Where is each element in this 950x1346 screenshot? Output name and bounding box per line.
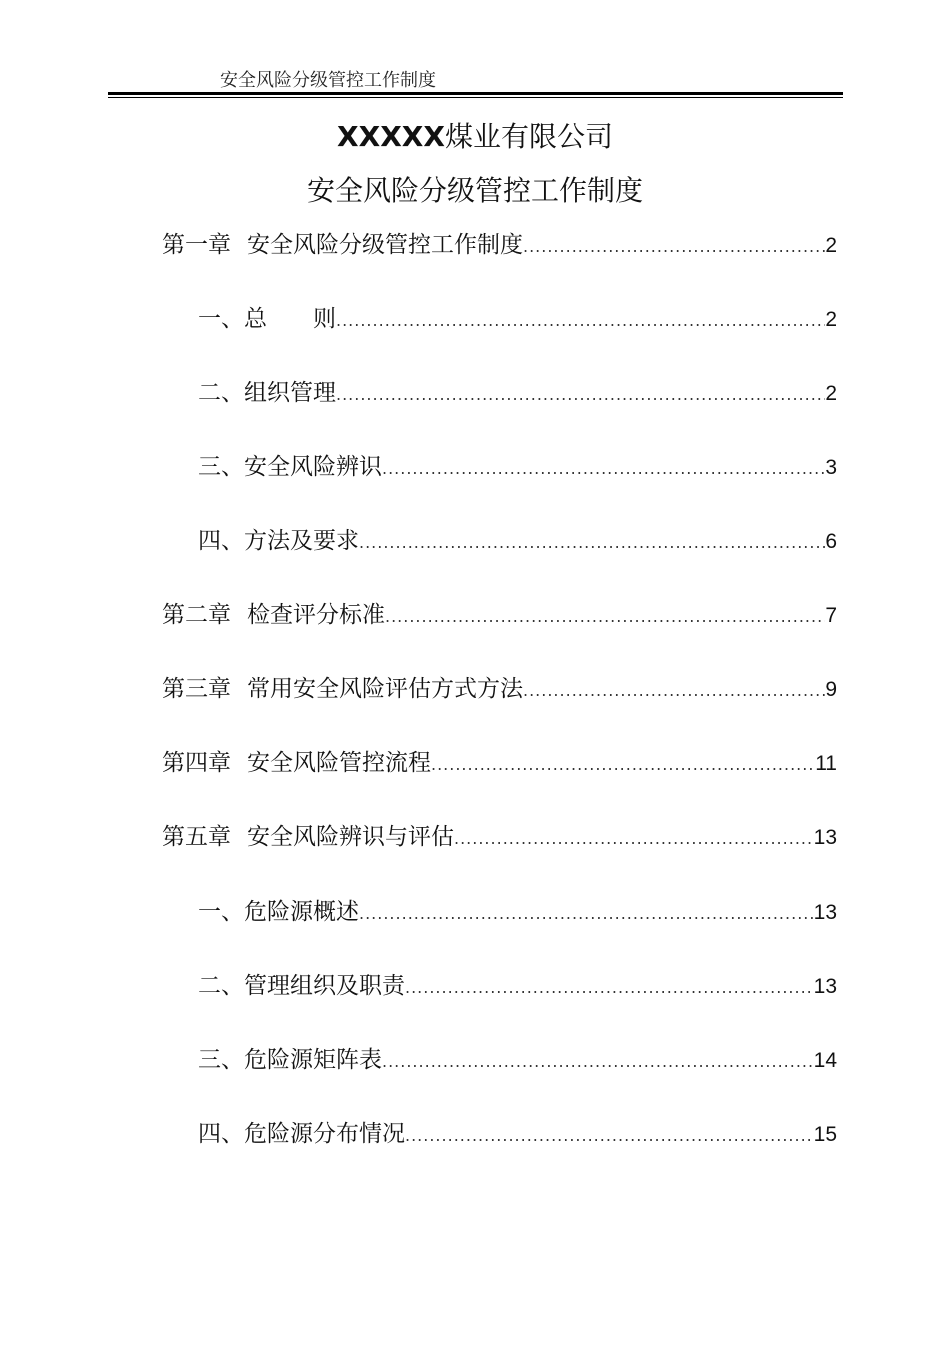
toc-entry[interactable] — [162, 820, 837, 854]
toc-entry-label: 第五章 — [162, 824, 231, 850]
toc-entry-page: 2 — [825, 382, 837, 405]
toc-entry-title-group — [162, 672, 523, 706]
toc-entry-page: 9 — [825, 678, 837, 701]
running-header: 安全风险分级管控工作制度 — [220, 70, 436, 91]
toc-dot-leader — [385, 600, 825, 634]
toc-entry-title: 危险源分布情况 — [244, 1121, 405, 1147]
toc-entry-page: 2 — [825, 308, 837, 331]
toc-entry[interactable] — [198, 450, 837, 484]
toc-entry-title: 安全风险辨识 — [244, 454, 382, 480]
toc-entry[interactable] — [162, 746, 837, 780]
toc-entry-title: 安全风险辨识与评估 — [247, 824, 454, 850]
toc-entry[interactable] — [198, 376, 837, 410]
toc-entry-title: 管理组织及职责 — [244, 973, 405, 999]
toc-entry[interactable] — [198, 302, 837, 336]
toc-entry-title: 危险源矩阵表 — [244, 1047, 382, 1073]
toc-entry-page: 6 — [825, 530, 837, 553]
toc-entry-page: 7 — [825, 604, 837, 627]
header-rule-thick — [108, 92, 843, 95]
toc-dot-leader — [523, 674, 825, 708]
company-name-cjk: 煤业有限公司 — [444, 120, 613, 153]
toc-entry-page: 14 — [813, 1049, 837, 1072]
toc-dot-leader — [336, 304, 825, 338]
toc-entry-label: 二、 — [198, 973, 244, 999]
toc-entry-title-group — [198, 969, 405, 1003]
toc-entry-label: 二、 — [198, 380, 244, 406]
toc-entry-title-group — [198, 302, 336, 336]
toc-entry-title-group — [198, 376, 336, 410]
toc-dot-leader — [359, 897, 814, 931]
company-name-latin: XXXXX — [337, 120, 445, 153]
toc-entry-title-group — [198, 524, 359, 558]
toc-entry-title: 危险源概述 — [244, 899, 359, 925]
toc-entry-label: 第四章 — [162, 750, 231, 776]
toc-entry-title: 方法及要求 — [244, 528, 359, 554]
toc-entry[interactable] — [198, 895, 837, 929]
toc-entry[interactable] — [198, 1043, 837, 1077]
toc-dot-leader — [523, 230, 825, 264]
toc-entry-label: 一、 — [198, 306, 244, 332]
toc-entry[interactable] — [162, 672, 837, 706]
toc-entry-page: 13 — [813, 975, 837, 998]
toc-entry-page: 3 — [825, 456, 837, 479]
toc-dot-leader — [454, 822, 814, 856]
toc-entry-title-group — [162, 598, 385, 632]
toc-dot-leader — [382, 452, 825, 486]
toc-entry-page: 11 — [815, 752, 837, 775]
company-title — [0, 118, 950, 156]
header-rule-thin — [108, 97, 843, 98]
toc-entry-title-group — [198, 1043, 382, 1077]
toc-entry-page: 2 — [825, 234, 837, 257]
toc-entry-label: 三、 — [198, 1047, 244, 1073]
toc-entry-title-group — [198, 450, 382, 484]
toc-entry-page: 13 — [813, 826, 837, 849]
toc-dot-leader — [382, 1045, 814, 1079]
toc-entry-title: 检查评分标准 — [247, 602, 385, 628]
document-title: 安全风险分级管控工作制度 — [306, 174, 643, 207]
toc-entry-title-group — [162, 228, 523, 262]
toc-dot-leader — [431, 748, 815, 782]
toc-dot-leader — [336, 378, 825, 412]
toc-entry[interactable] — [198, 1117, 837, 1151]
toc-entry-page: 13 — [813, 901, 837, 924]
toc-entry-title: 组织管理 — [244, 380, 336, 406]
toc-entry-title: 安全风险管控流程 — [247, 750, 431, 776]
toc-dot-leader — [405, 971, 814, 1005]
toc-entry-title-group — [198, 1117, 405, 1151]
toc-entry-title-group — [162, 746, 431, 780]
toc-entry-page: 15 — [813, 1123, 837, 1146]
toc-entry-title: 安全风险分级管控工作制度 — [247, 232, 523, 258]
toc-entry-title-group — [162, 820, 454, 854]
toc-entry[interactable] — [198, 969, 837, 1003]
toc-entry-title-group — [198, 895, 359, 929]
toc-entry[interactable] — [162, 228, 837, 262]
toc-entry-label: 第一章 — [162, 232, 231, 258]
toc-entry-label: 三、 — [198, 454, 244, 480]
toc-entry[interactable] — [198, 524, 837, 558]
toc-entry-label: 第二章 — [162, 602, 231, 628]
toc-entry-label: 四、 — [198, 1121, 244, 1147]
toc-entry[interactable] — [162, 598, 837, 632]
toc-entry-title: 常用安全风险评估方式方法 — [247, 676, 523, 702]
toc-entry-label: 第三章 — [162, 676, 231, 702]
toc-entry-label: 四、 — [198, 528, 244, 554]
toc-entry-label: 一、 — [198, 899, 244, 925]
header-rule — [108, 92, 843, 98]
toc-dot-leader — [405, 1119, 814, 1153]
toc-entry-title: 总 则 — [244, 306, 336, 332]
toc-dot-leader — [359, 526, 825, 560]
